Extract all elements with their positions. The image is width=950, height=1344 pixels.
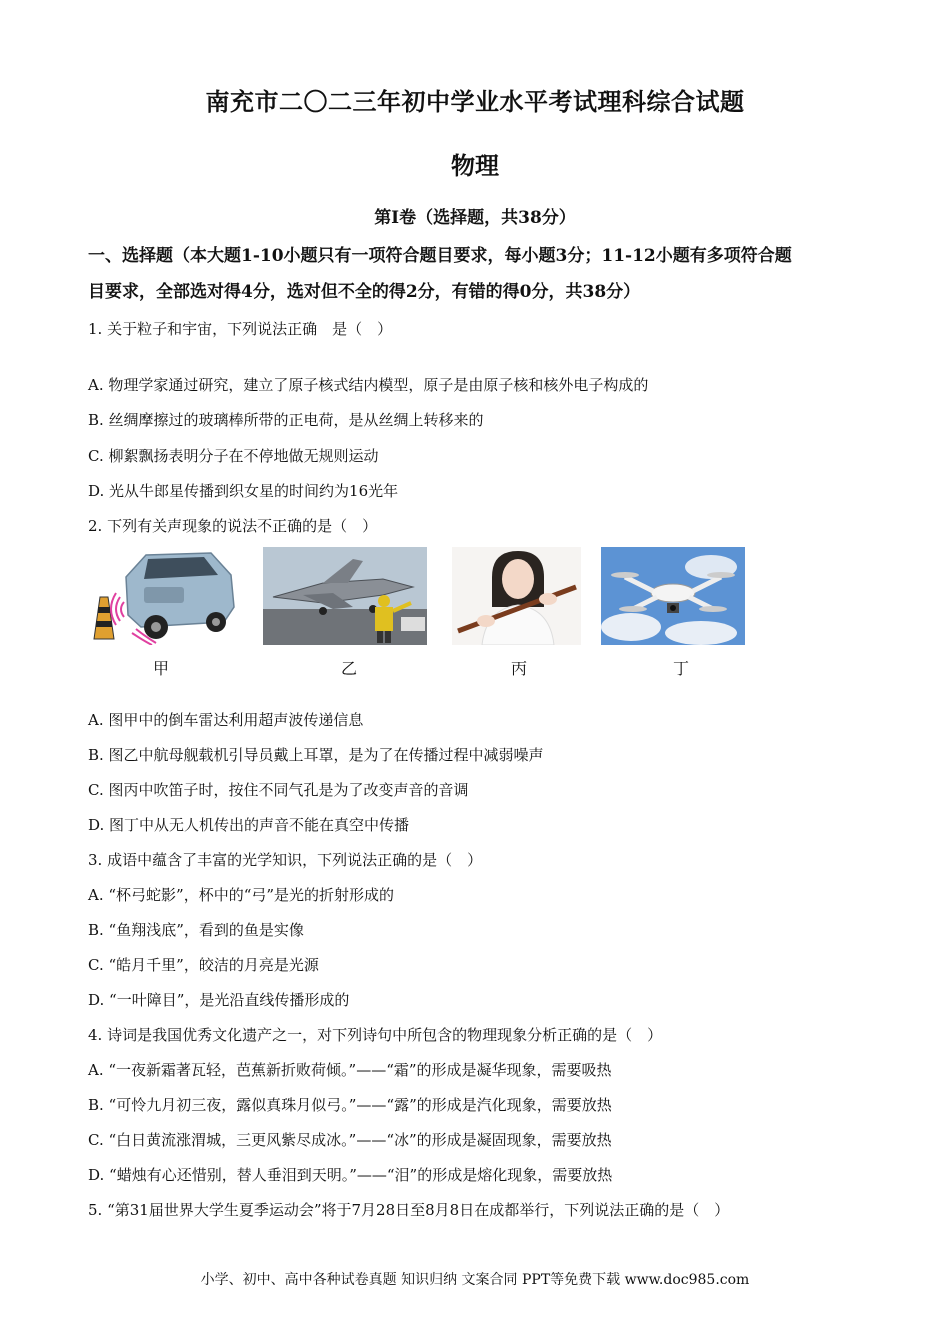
part-instructions-line-1: 一、选择题（本大题1-10小题只有一项符合题目要求，每小题3分；11-12小题有多项符合题 [88,246,792,266]
question-4-option-a: A. “一夜新霜著瓦轻，芭蕉新折败荷倾。”——“霜”的形成是凝华现象，需要吸热 [88,1061,612,1079]
figure-car-radar [86,547,238,645]
question-5-stem: 5. “第31届世界大学生夏季运动会”将于7月28日至8月8日在成都举行，下列说法正确的是（ ） [88,1201,730,1219]
question-3-option-d: D. “一叶障目”，是光沿直线传播形成的 [88,991,350,1009]
question-2-stem: 2. 下列有关声现象的说法不正确的是（ ） [88,517,378,535]
question-3-option-c: C. “皓月千里”，皎洁的月亮是光源 [88,956,319,974]
question-2-option-c: C. 图丙中吹笛子时，按住不同气孔是为了改变声音的音调 [88,781,469,799]
question-1-option-d: D. 光从牛郎星传播到织女星的时间约为16光年 [88,482,399,500]
question-4-option-c: C. “白日黄流涨渭城，三更风紫尽成冰。”——“冰”的形成是凝固现象，需要放热 [88,1131,612,1149]
figure-label-ding: 丁 [673,659,690,678]
question-3-option-b: B. “鱼翔浅底”，看到的鱼是实像 [88,921,304,939]
page-footer: 小学、初中、高中各种试卷真题 知识归纳 文案合同 PPT等免费下载 www.doc985.com [200,1272,750,1288]
question-2-option-d: D. 图丁中从无人机传出的声音不能在真空中传播 [88,816,410,834]
question-1-option-a: A. 物理学家通过研究，建立了原子核式结内模型，原子是由原子核和核外电子构成的 [88,376,649,394]
question-2-option-b: B. 图乙中航母舰载机引导员戴上耳罩，是为了在传播过程中减弱噪声 [88,746,544,764]
question-3-option-a: A. “杯弓蛇影”，杯中的“弓”是光的折射形成的 [88,886,395,904]
question-3-stem: 3. 成语中蕴含了丰富的光学知识，下列说法正确的是（ ） [88,851,483,869]
question-2-option-a: A. 图甲中的倒车雷达利用超声波传递信息 [88,711,364,729]
figure-label-yi: 乙 [341,659,358,678]
figure-label-jia: 甲 [153,659,170,678]
part-instructions-line-2: 目要求，全部选对得4分，选对但不全的得2分，有错的得0分，共38分） [88,282,641,302]
subject-title: 物理 [451,151,499,180]
exam-title: 南充市二〇二三年初中学业水平考试理科综合试题 [205,87,745,116]
question-4-option-b: B. “可怜九月初三夜，露似真珠月似弓。”——“露”的形成是汽化现象，需要放热 [88,1096,612,1114]
question-1-option-c: C. 柳絮飘扬表明分子在不停地做无规则运动 [88,447,379,465]
question-1-option-b: B. 丝绸摩擦过的玻璃棒所带的正电荷，是从丝绸上转移来的 [88,411,484,429]
figure-drone [601,547,745,645]
figure-label-bing: 丙 [511,659,528,678]
question-4-stem: 4. 诗词是我国优秀文化遗产之一，对下列诗句中所包含的物理现象分析正确的是（ ） [88,1026,663,1044]
figure-flute-player [452,547,581,645]
question-1-stem: 1. 关于粒子和宇宙，下列说法正确 是（ ） [88,320,393,338]
question-4-option-d: D. “蜡烛有心还惜别，替人垂泪到天明。”——“泪”的形成是熔化现象，需要放热 [88,1166,613,1184]
section-heading: 第I卷（选择题，共38分） [374,208,576,228]
figure-carrier-jet [263,547,427,645]
